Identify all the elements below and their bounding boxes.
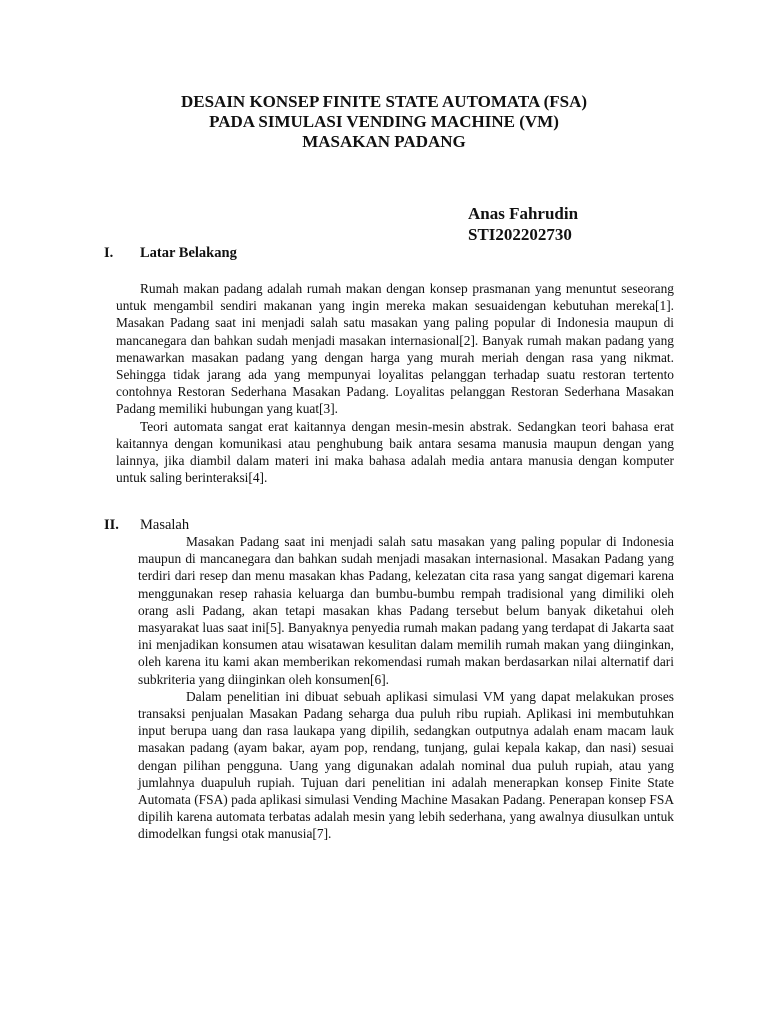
section-1-paragraph-2: Teori automata sangat erat kaitannya dengan mesin-mesin abstrak. Sedangkan teori bahasa erat kaitannya dengan komunikasi atau penghubung baik antara sesama manusia maupun dengan yang lainnya, jika diambil dalam materi ini maka bahasa adalah media antara manusia dengan komputer untuk saling berinteraksi[4]. bbox=[116, 418, 674, 486]
section-2-title: Masalah bbox=[140, 517, 190, 533]
section-1-paragraph-1: Rumah makan padang adalah rumah makan dengan konsep prasmanan yang menuntut seseorang untuk mengambil sendiri makanan yang ingin mereka makan sesuaidengan kebutuhan mereka[1]. Masakan Padang saat ini menjadi salah satu masakan yang paling popular di Indonesia maupun di mancanegara dan bahkan sudah menjadi masakan internasional[2]. Banyak rumah makan padang yang menawarkan masakan padang yang dengan harga yang murah meriah dengan rasa yang nikmat. Sehingga tidak jarang ada yang mempunyai loyalitas pelanggan terhadap suatu restoran tertento contohnya Restoran Sederhana Masakan Padang. Loyalitas pelanggan Restoran Sederhana Masakan Padang memiliki hubungan yang kuat[3]. bbox=[116, 281, 674, 417]
section-2-paragraph-1: Masakan Padang saat ini menjadi salah satu masakan yang paling popular di Indonesia maupun di mancanegara dan bahkan sudah menjadi masakan internasional. Masakan Padang yang terdiri dari resep dan menu masakan khas Padang, kelezatan cita rasa yang sangat digemari karena menggunakan resep rahasia keluarga dan bumbu-bumbu rempah tradisional yang dimiliki oleh orang asli Padang, akan tetapi masakan khas Padang tersebut belum banyak diketahui oleh masyarakat luas saat ini[5]. Banyaknya penyedia rumah makan padang yang terdapat di Jakarta saat ini menjadikan konsumen atau wisatawan kesulitan dalam memilih rumah makan yang diinginkan, oleh karena itu kami akan memberikan rekomendasi rumah makan berdasarkan nilai alternatif dari subkriteria yang diinginkan oleh konsumen[6]. bbox=[138, 534, 674, 687]
section-2-number: II. bbox=[104, 517, 119, 533]
section-1-number: I. bbox=[104, 245, 114, 261]
title-line-3: MASAKAN PADANG bbox=[302, 132, 466, 151]
title-line-2: PADA SIMULASI VENDING MACHINE (VM) bbox=[209, 112, 559, 131]
author-id: STI202202730 bbox=[468, 225, 572, 244]
section-1-body bbox=[116, 280, 674, 486]
title-line-1: DESAIN KONSEP FINITE STATE AUTOMATA (FSA) bbox=[180, 92, 588, 111]
section-2-paragraph-2: Dalam penelitian ini dibuat sebuah aplikasi simulasi VM yang dapat melakukan proses transaksi penjualan Masakan Padang seharga dua puluh ribu rupiah. Aplikasi ini membutuhkan input berupa uang dan rasa laukapa yang dipilih, sedangkan outputnya adalah enam macam lauk masakan padang (ayam bakar, ayam pop, rendang, tunjang, gulai kepala kakap, dan nasi) sesuai dengan pilihan pengguna. Uang yang digunakan adalah nominal dua puluh rupiah, atau yang jumlahnya duapuluh rupiah. Tujuan dari penelitian ini adalah menerapkan konsep Finite State Automata (FSA) pada aplikasi simulasi Vending Machine Masakan Padang. Penerapan konsep FSA dipilih karena automata terbatas adalah mesin yang lebih sederhana, yang awalnya diusulkan untuk dimodelkan fungsi otak manusia[7]. bbox=[138, 688, 674, 842]
section-2-body bbox=[138, 533, 674, 843]
author-name: Anas Fahrudin bbox=[468, 204, 579, 223]
author-block bbox=[468, 203, 578, 245]
section-1-title: Latar Belakang bbox=[140, 245, 237, 261]
paper-title bbox=[100, 92, 668, 152]
